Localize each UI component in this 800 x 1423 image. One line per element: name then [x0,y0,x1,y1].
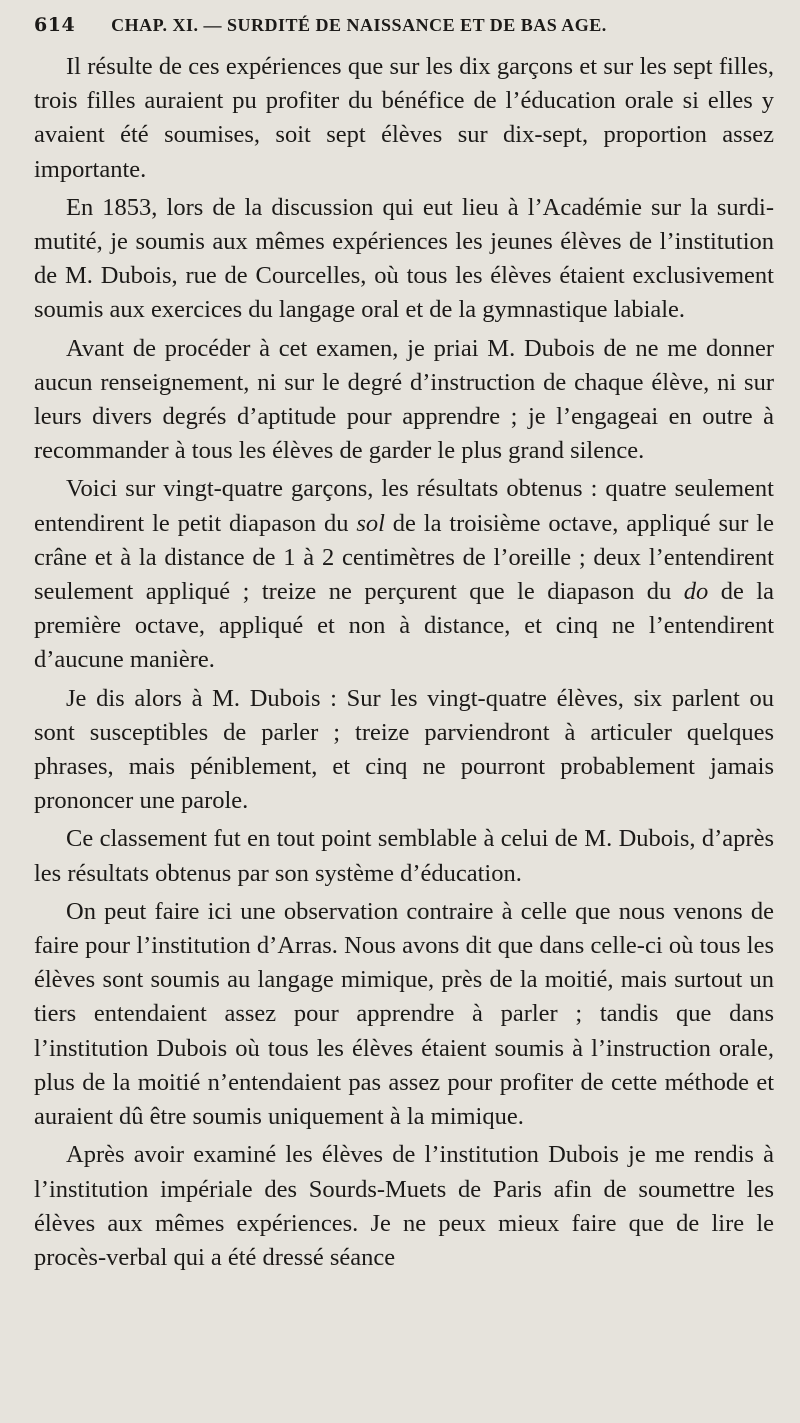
paragraph: Je dis alors à M. Dubois : Sur les vingt-quatre élèves, six parlent ou sont susceptibles de parler ; treize parviendront à articuler quelques phrases, mais péniblement, et cinq ne pourront probablement jamais prononcer une parole. [34,684,774,815]
page-number: 614 [34,14,76,36]
paragraph: Ce classement fut en tout point semblable à celui de M. Dubois, d’après les résultats obtenus par son système d’éducation. [34,825,774,887]
page-header [34,14,774,36]
paragraph-text: de la troisième octave, appliqué sur le crâne et à la distance de 1 à 2 centimètres de l’oreille ; deux l’entendirent seulement appliqué ; treize ne perçurent que le diapason du [34,509,774,606]
paragraph-text: de la première octave, appliqué et non à distance, et cinq ne l’entendirent d’aucune manière. [34,578,774,674]
italic-note-do: do [683,578,709,606]
running-head: CHAP. XI. — SURDITÉ DE NAISSANCE ET DE BAS AGE. [111,15,607,35]
paragraph: On peut faire ici une observation contraire à celle que nous venons de faire pour l’institution d’Arras. Nous avons dit que dans celle-ci où tous les élèves sont soumis au langage mimique, près de la moitié, mais surtout un tiers entendaient assez pour apprendre à parler ; tandis que dans l’institution Dubois où tous les élèves étaient soumis à l’instruction orale, plus de la moitié n’entendaient pas assez pour profiter de cette méthode et auraient dû être soumis uniquement à la mimique. [34,897,774,1131]
paragraph [34,472,774,677]
italic-note-sol: sol [356,509,385,537]
body-text [34,50,774,1275]
paragraph: Avant de procéder à cet examen, je priai M. Dubois de ne me donner aucun renseignement, ni sur le degré d’instruction de chaque élève, ni sur leurs divers degrés d’aptitude pour apprendre ; je l’engageai en outre à recommander à tous les élèves de garder le plus grand silence. [34,334,774,465]
paragraph: Après avoir examiné les élèves de l’institution Dubois je me rendis à l’institution impériale des Sourds-Muets de Paris afin de soumettre les élèves aux mêmes expériences. Je ne peux mieux faire que de lire le procès-verbal qui a été dressé séance [34,1141,774,1271]
paragraph-text: Voici sur vingt-quatre garçons, les résultats obtenus : quatre seulement entendirent le petit diapason du [34,475,774,537]
paragraph: En 1853, lors de la discussion qui eut lieu à l’Académie sur la surdi-mutité, je soumis aux mêmes expériences les jeunes élèves de l’institution de M. Dubois, rue de Courcelles, où tous les élèves étaient exclusivement soumis aux exercices du langage oral et de la gymnastique labiale. [34,193,774,324]
paragraph: Il résulte de ces expériences que sur les dix garçons et sur les sept filles, trois filles auraient pu profiter du bénéfice de l’éducation orale si elles y avaient été soumises, soit sept élèves sur dix-sept, proportion assez importante. [34,53,774,183]
